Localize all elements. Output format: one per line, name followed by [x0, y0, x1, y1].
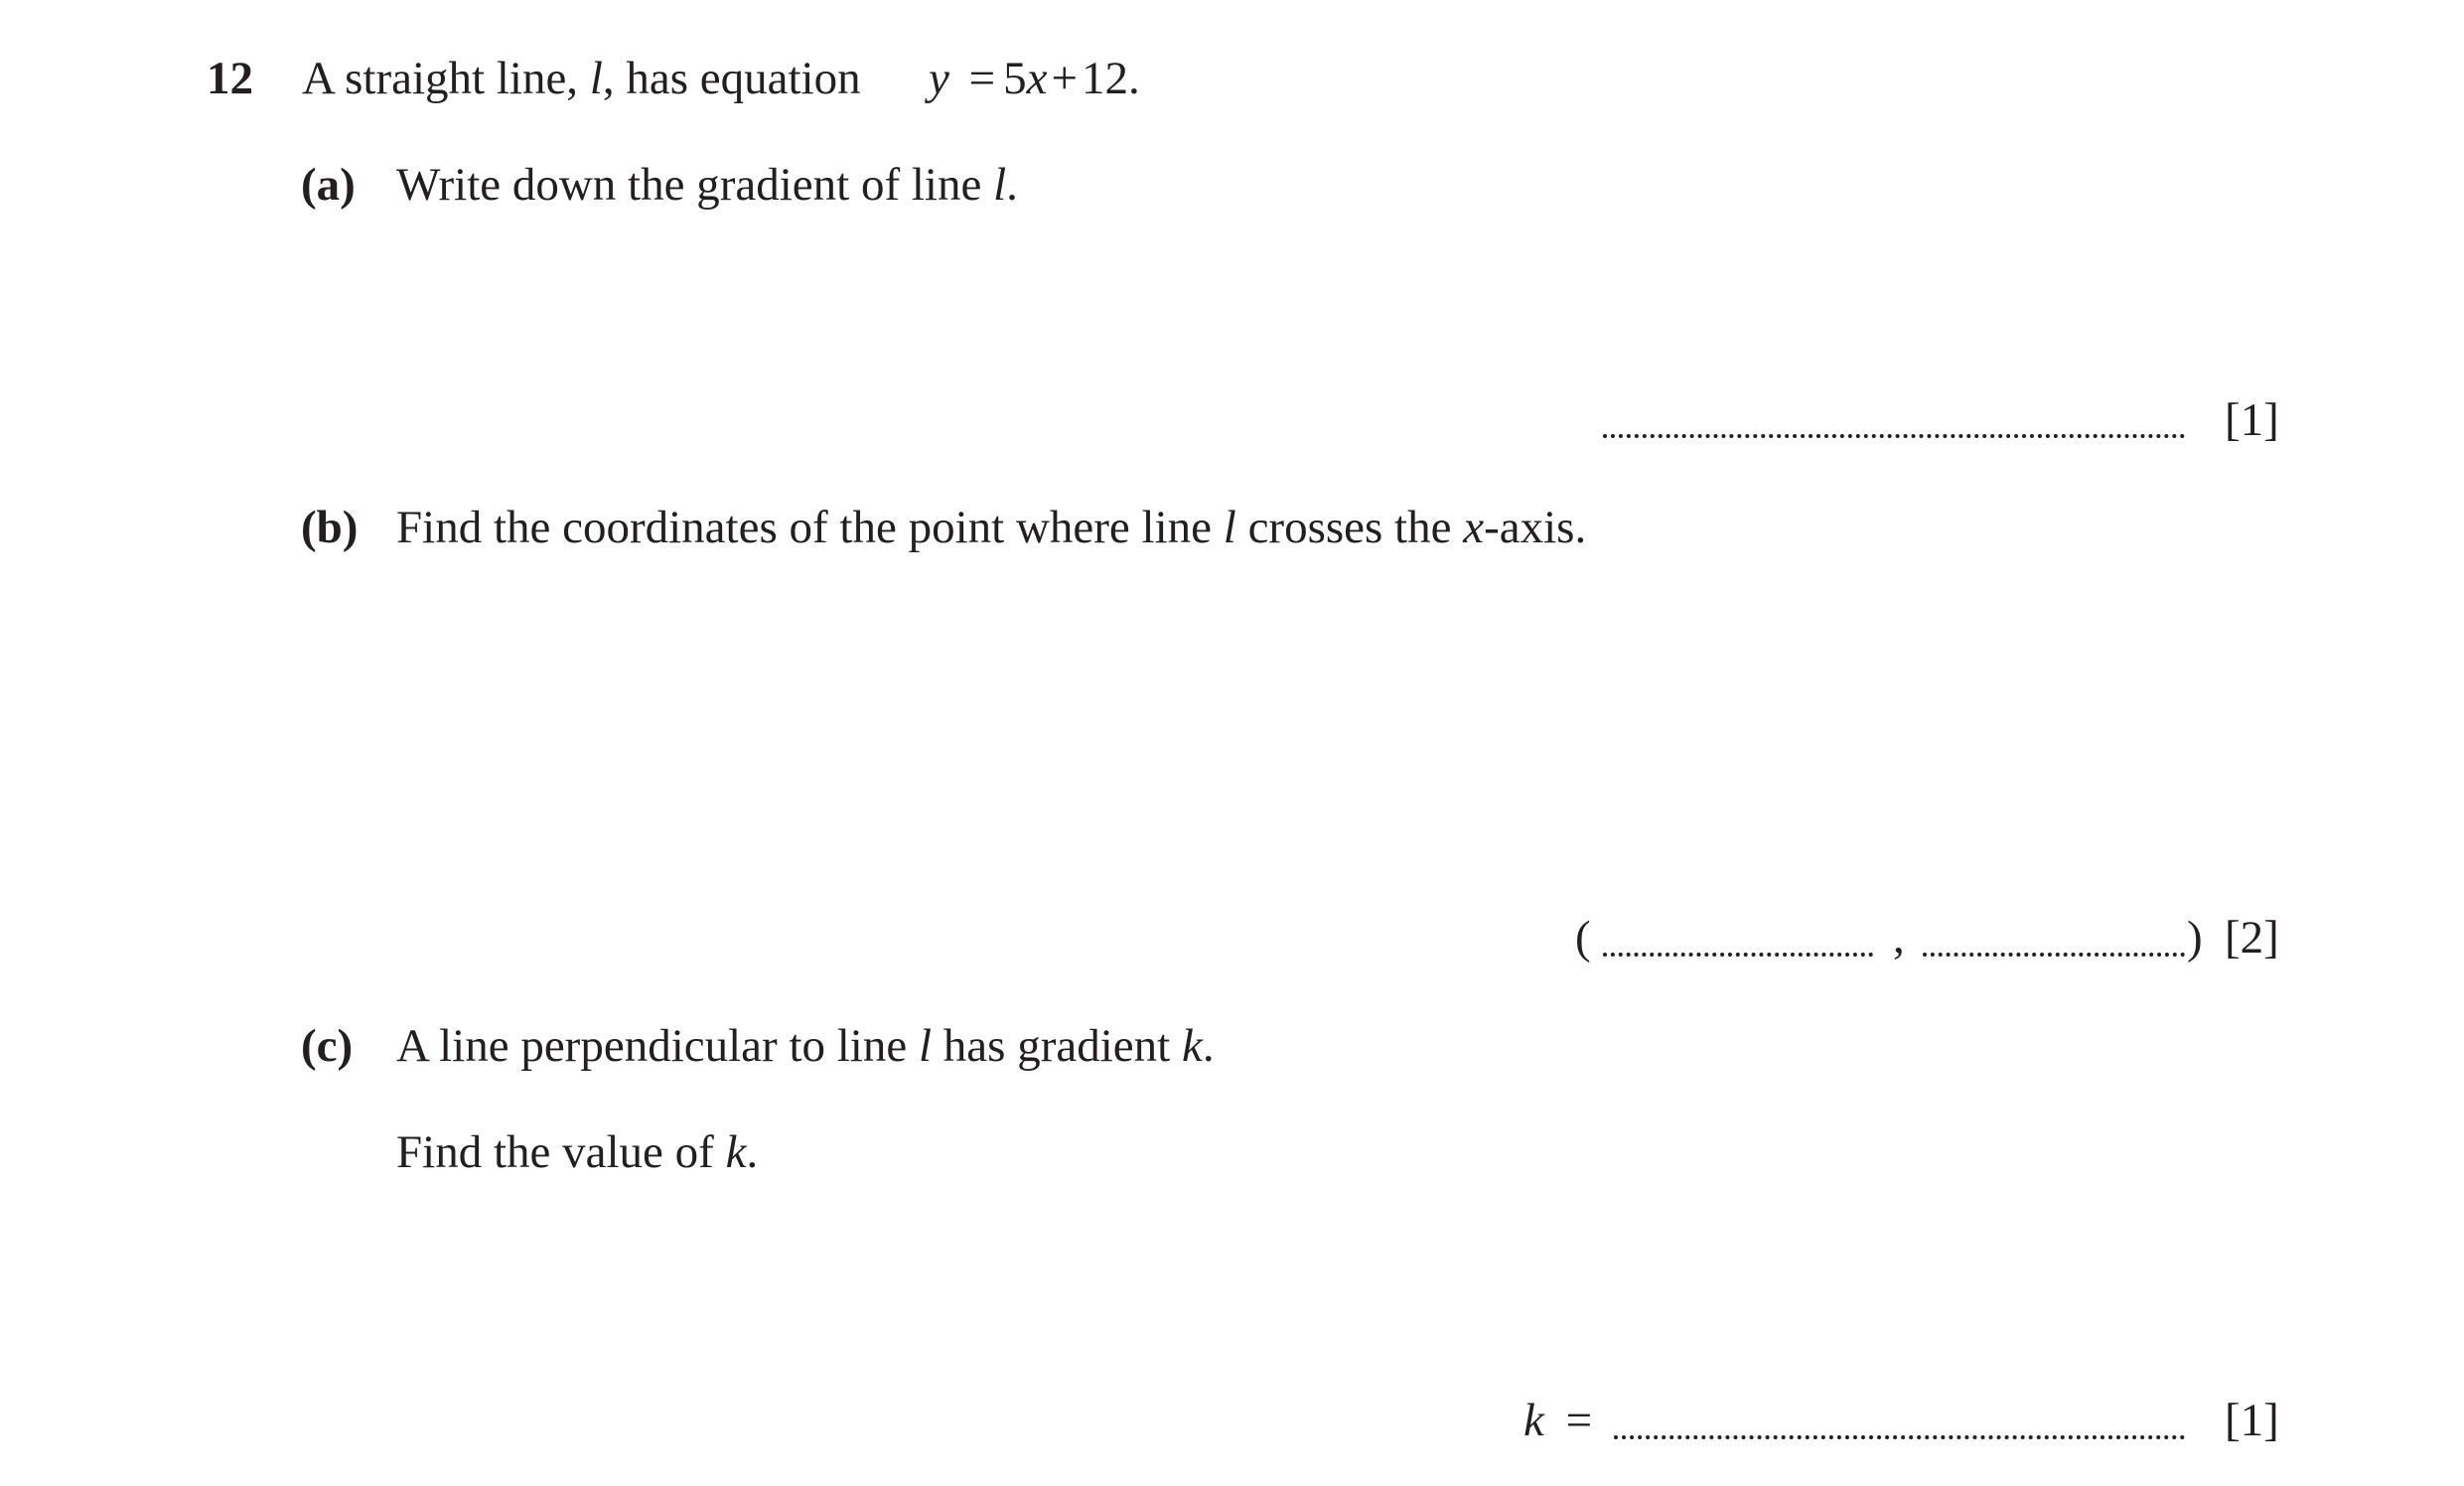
part-c-instruction-var: k	[725, 1126, 747, 1178]
equation-period: .	[1128, 53, 1140, 104]
part-a-answer-line[interactable]	[1603, 425, 2185, 443]
part-c-answer-line[interactable]	[1614, 1426, 2185, 1444]
part-b-comma: ,	[1893, 912, 1905, 964]
part-b-open-paren: (	[1575, 912, 1591, 964]
part-a-label: (a)	[301, 159, 356, 211]
part-b-x-answer[interactable]	[1603, 944, 1873, 962]
part-c-label: (c)	[301, 1020, 354, 1072]
part-c-answer-equals: =	[1565, 1395, 1593, 1446]
part-b-text-2: crosses the	[1235, 502, 1464, 553]
part-c-answer-label	[1523, 1395, 1593, 1446]
stem-line-name: l	[589, 53, 603, 104]
part-c-answer-var: k	[1523, 1395, 1544, 1446]
question-number: 12	[207, 53, 253, 104]
part-c-marks: [1]	[2225, 1395, 2279, 1446]
question-stem	[302, 53, 861, 104]
equation-plus: +	[1051, 53, 1079, 104]
part-b-y-answer[interactable]	[1923, 944, 2185, 962]
part-b-axis-var: x	[1463, 502, 1485, 553]
part-a-marks: [1]	[2225, 394, 2279, 446]
part-c-instruction-1: Find the value of	[396, 1126, 726, 1178]
part-c-text	[396, 1020, 1215, 1072]
stem-text-2: , has equation	[602, 53, 861, 104]
line-equation	[929, 53, 1140, 104]
part-b-close-paren: )	[2187, 912, 2203, 964]
part-c-instruction	[396, 1126, 759, 1178]
part-c-gradient-var: k	[1181, 1020, 1203, 1072]
part-b-text-1: Find the coordinates of the point where line	[396, 502, 1224, 553]
part-b-label: (b)	[301, 502, 359, 553]
part-c-text-3: .	[1202, 1020, 1215, 1072]
part-b-text-3: -axis.	[1484, 502, 1587, 553]
part-b-line-name: l	[1223, 502, 1236, 553]
equation-constant: 12	[1082, 53, 1129, 104]
part-a-line-name: l	[993, 159, 1007, 211]
part-c-text-2: has gradient	[932, 1020, 1182, 1072]
equation-coefficient: 5	[1003, 53, 1027, 104]
stem-text-1: A straight line,	[302, 53, 590, 104]
part-a-text	[396, 159, 1018, 211]
part-b-text	[396, 502, 1587, 553]
part-a-text-1: Write down the gradient of line	[396, 159, 994, 211]
equation-y: y	[929, 53, 949, 104]
part-c-line-name: l	[918, 1020, 933, 1072]
part-a-text-2: .	[1006, 159, 1018, 211]
part-c-instruction-2: .	[746, 1126, 759, 1178]
part-c-text-1: A line perpendicular to line	[396, 1020, 919, 1072]
part-b-marks: [2]	[2225, 912, 2279, 964]
equation-equals: =	[968, 53, 996, 104]
equation-x: x	[1026, 53, 1048, 104]
